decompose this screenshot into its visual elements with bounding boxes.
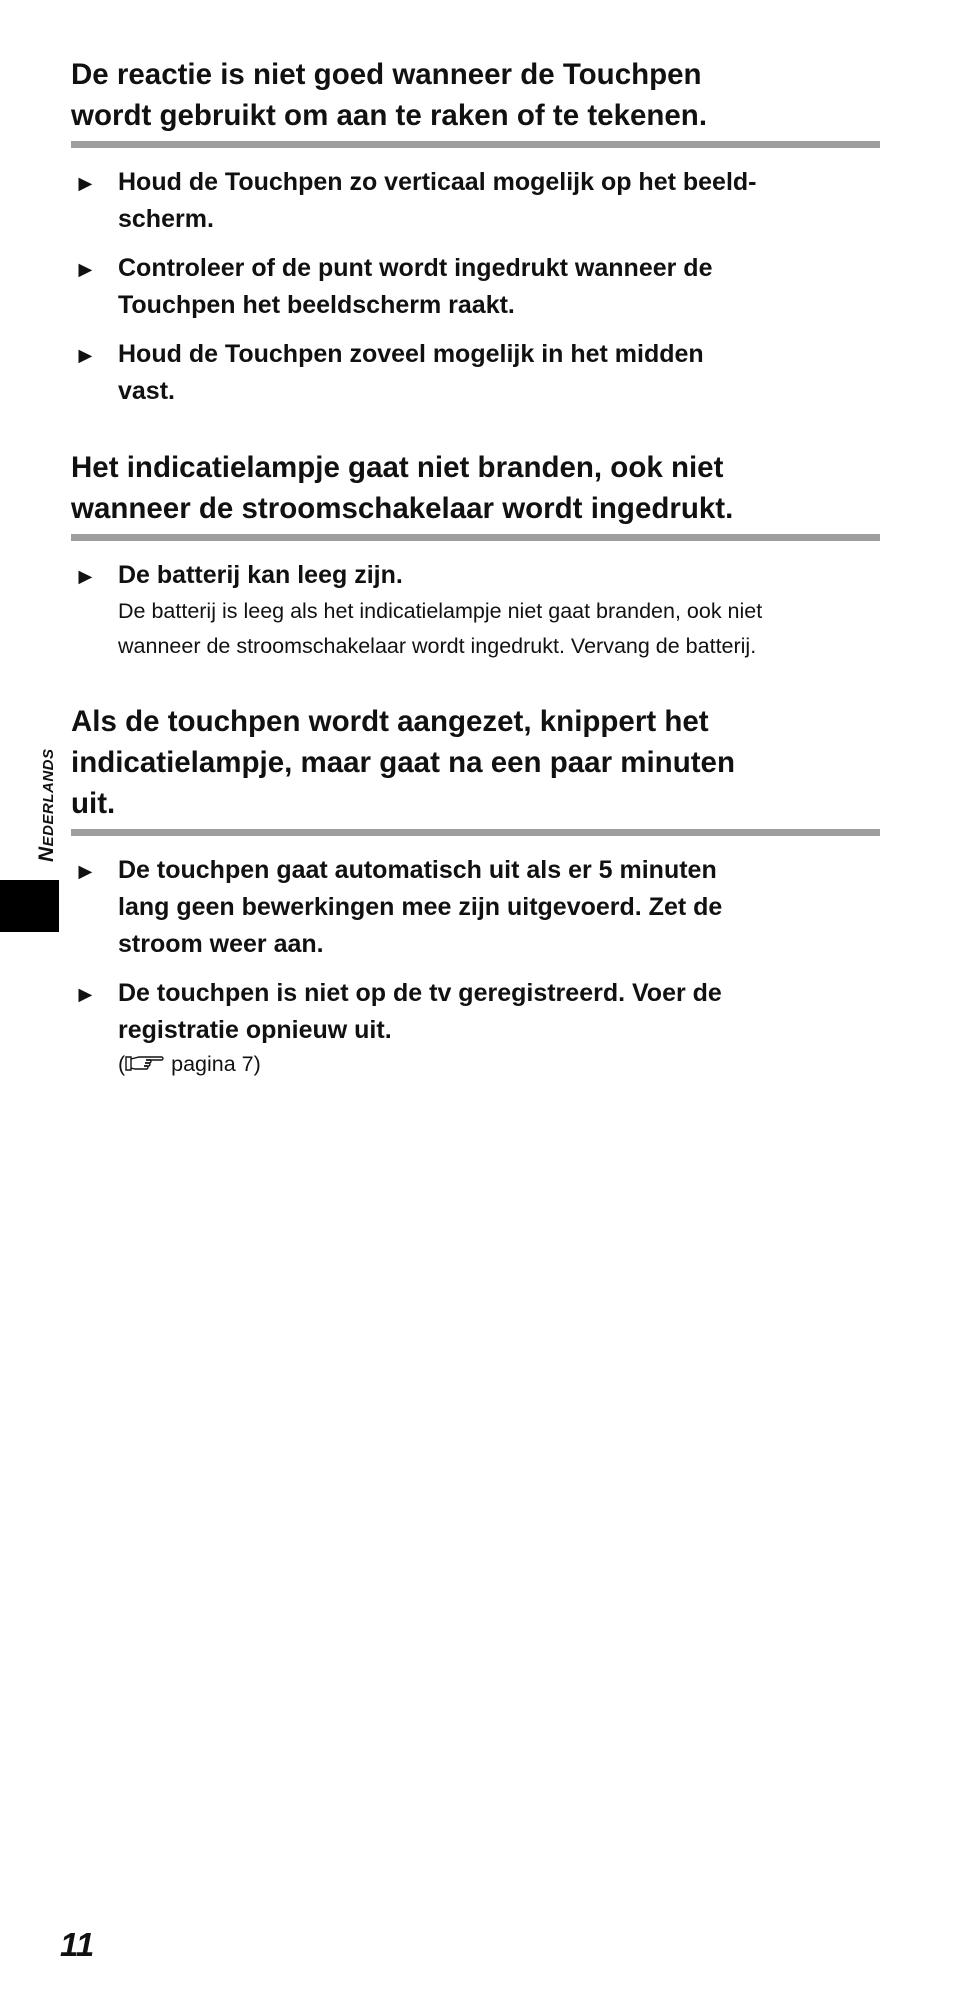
solution-item — [71, 975, 880, 1079]
solution-title-line: registratie opnieuw uit. — [118, 1016, 392, 1044]
solution-title-line: Touchpen het beeldscherm raakt. — [118, 291, 515, 319]
solution-item — [71, 336, 880, 410]
section-heading-line: wanneer de stroomschakelaar wordt ingedrukt. — [71, 492, 734, 525]
triangle-right-icon: ► — [74, 256, 97, 282]
solution-title-line: stroom weer aan. — [118, 930, 324, 958]
solution-detail-line: De batterij is leeg als het indicatielampje niet gaat branden, ook niet — [118, 599, 763, 623]
reference-paren: ( — [118, 1052, 126, 1076]
section-heading-line: Als de touchpen wordt aangezet, knippert het — [71, 705, 709, 738]
solution-title-line: De batterij kan leeg zijn. — [118, 561, 403, 589]
page-reference[interactable] — [118, 1049, 880, 1079]
solution-list — [71, 852, 880, 1079]
language-label-text: Nederlands — [35, 748, 58, 862]
solution-item — [71, 164, 880, 238]
solution-title-line: De touchpen gaat automatisch uit als er 5 minuten — [118, 856, 717, 884]
section-heading-line: uit. — [71, 787, 116, 820]
solution-title — [118, 250, 880, 324]
section-indicator-not-lit — [71, 447, 880, 664]
solution-title — [118, 336, 880, 410]
language-tab-marker — [0, 880, 59, 932]
section-touchpen-response — [71, 54, 880, 410]
solution-title — [118, 852, 880, 963]
section-heading — [71, 701, 880, 836]
solution-item — [71, 557, 880, 664]
triangle-right-icon: ► — [74, 342, 97, 368]
solution-title-line: lang geen bewerkingen mee zijn uitgevoerd. Zet de — [118, 893, 723, 921]
solution-detail-line: wanneer de stroomschakelaar wordt ingedrukt. Vervang de batterij. — [118, 634, 757, 658]
reference-text: pagina 7) — [165, 1052, 261, 1076]
section-heading-line: wordt gebruikt om aan te raken of te tekenen. — [71, 99, 708, 132]
section-indicator-blinks — [71, 701, 880, 1079]
solution-list — [71, 557, 880, 664]
page-number: 11 — [60, 1926, 95, 1963]
triangle-right-icon: ► — [74, 563, 97, 589]
solution-title-line: Controleer of de punt wordt ingedrukt wanneer de — [118, 254, 713, 282]
section-heading — [71, 447, 880, 541]
section-heading — [71, 54, 880, 148]
solution-title-line: Houd de Touchpen zoveel mogelijk in het midden — [118, 340, 704, 368]
solution-title — [118, 164, 880, 238]
section-heading-line: indicatielampje, maar gaat na een paar minuten — [71, 746, 735, 779]
solution-list — [71, 164, 880, 410]
solution-title-line: Houd de Touchpen zo verticaal mogelijk op het beeld- — [118, 168, 757, 196]
solution-title — [118, 557, 880, 594]
solution-item — [71, 250, 880, 324]
solution-title — [118, 975, 880, 1049]
page-content — [71, 54, 880, 1116]
triangle-right-icon: ► — [74, 858, 97, 884]
section-heading-line: Het indicatielampje gaat niet branden, ook niet — [71, 451, 724, 484]
language-side-label — [13, 702, 58, 862]
pointing-hand-icon — [125, 1053, 165, 1073]
triangle-right-icon: ► — [74, 170, 97, 196]
solution-title-line: vast. — [118, 377, 175, 405]
solution-title-line: scherm. — [118, 205, 214, 233]
section-heading-line: De reactie is niet goed wanneer de Touchpen — [71, 58, 702, 91]
solution-detail — [118, 594, 880, 664]
triangle-right-icon: ► — [74, 981, 97, 1007]
solution-title-line: De touchpen is niet op de tv geregistreerd. Voer de — [118, 979, 722, 1007]
solution-item — [71, 852, 880, 963]
